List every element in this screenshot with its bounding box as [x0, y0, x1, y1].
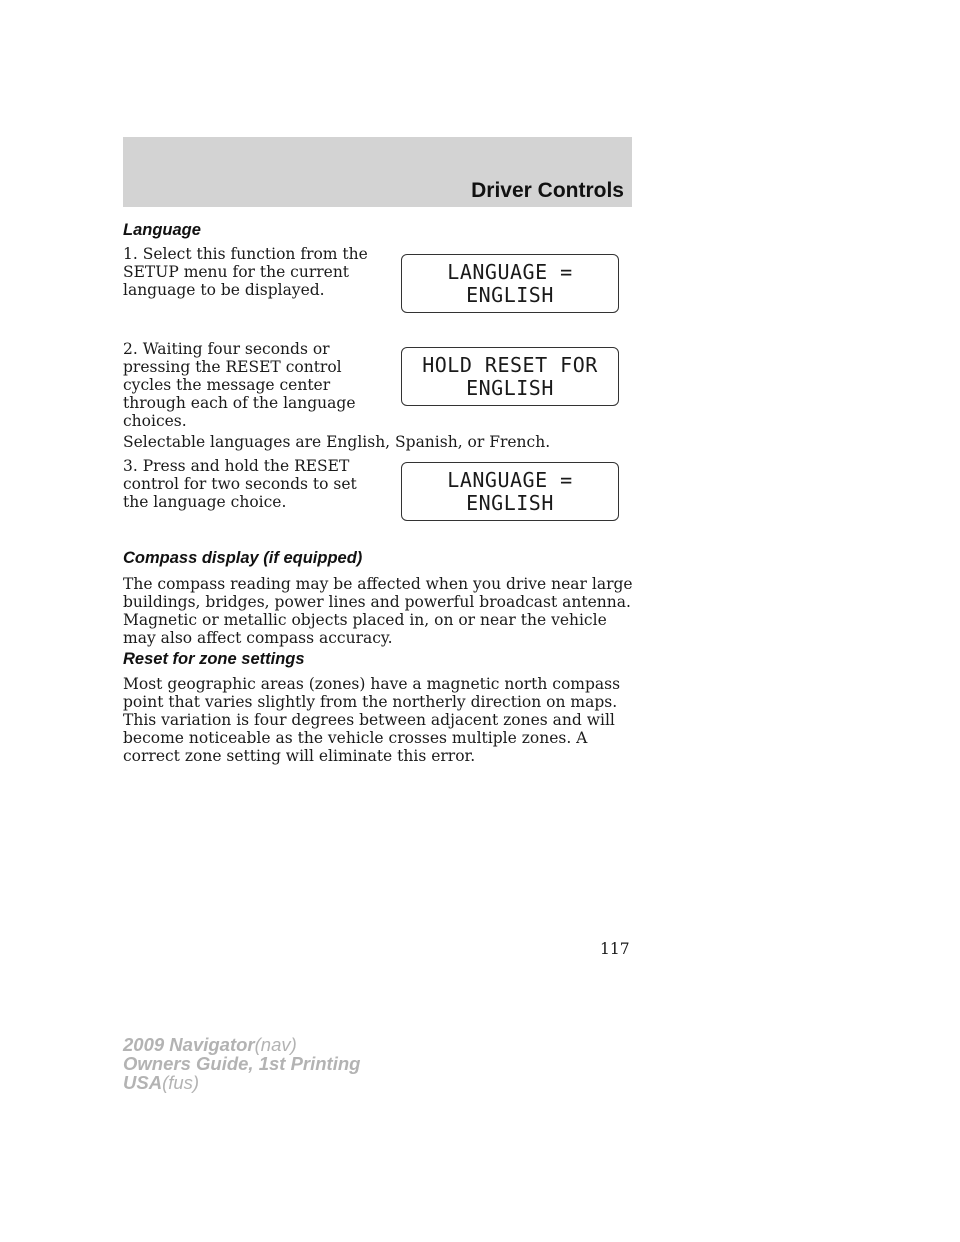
- display-line-2: ENGLISH: [466, 282, 554, 307]
- footer-market: USA: [123, 1072, 163, 1093]
- display-line-2: ENGLISH: [466, 490, 554, 515]
- message-display-language: [401, 254, 619, 313]
- message-display-language-set: [401, 462, 619, 521]
- language-step-1: 1. Select this function from the SETUP menu for the current language to be displayed.: [123, 245, 368, 299]
- heading-compass-display: Compass display (if equipped): [123, 549, 363, 567]
- selectable-languages: Selectable languages are English, Spanish, or French.: [123, 433, 551, 451]
- zone-body: Most geographic areas (zones) have a magnetic north compass point that varies slightly from the northerly direction on maps. This variation is four degrees between adjacent zones and will become noticeable as the vehicle crosses multiple zones. A correct zone setting will eliminate this error.: [123, 675, 621, 765]
- compass-body: The compass reading may be affected when you drive near large buildings, bridges, power lines and powerful broadcast antenna. Magnetic or metallic objects placed in, on or near the vehicle may also affect compass accuracy.: [123, 575, 633, 647]
- language-step-3: 3. Press and hold the RESET control for two seconds to set the language choice.: [123, 457, 357, 511]
- message-display-hold-reset: [401, 347, 619, 406]
- display-line-1: LANGUAGE =: [447, 467, 573, 492]
- section-title: Driver Controls: [471, 179, 624, 202]
- footer-model: 2009 Navigator: [123, 1034, 255, 1055]
- footer-publication-info: [123, 1035, 360, 1092]
- heading-language: Language: [123, 221, 201, 239]
- footer-model-code: (nav): [254, 1034, 297, 1055]
- footer-market-code: (fus): [162, 1072, 200, 1093]
- display-line-1: LANGUAGE =: [447, 259, 573, 284]
- section-header-band: [123, 137, 632, 207]
- heading-zone-settings: Reset for zone settings: [123, 650, 305, 668]
- display-line-2: ENGLISH: [466, 375, 554, 400]
- display-line-1: HOLD RESET FOR: [422, 352, 598, 377]
- footer-edition: Owners Guide, 1st Printing: [123, 1053, 361, 1074]
- page-number: 117: [600, 940, 630, 958]
- language-step-2: 2. Waiting four seconds or pressing the RESET control cycles the message center through each of the language choices.: [123, 340, 356, 430]
